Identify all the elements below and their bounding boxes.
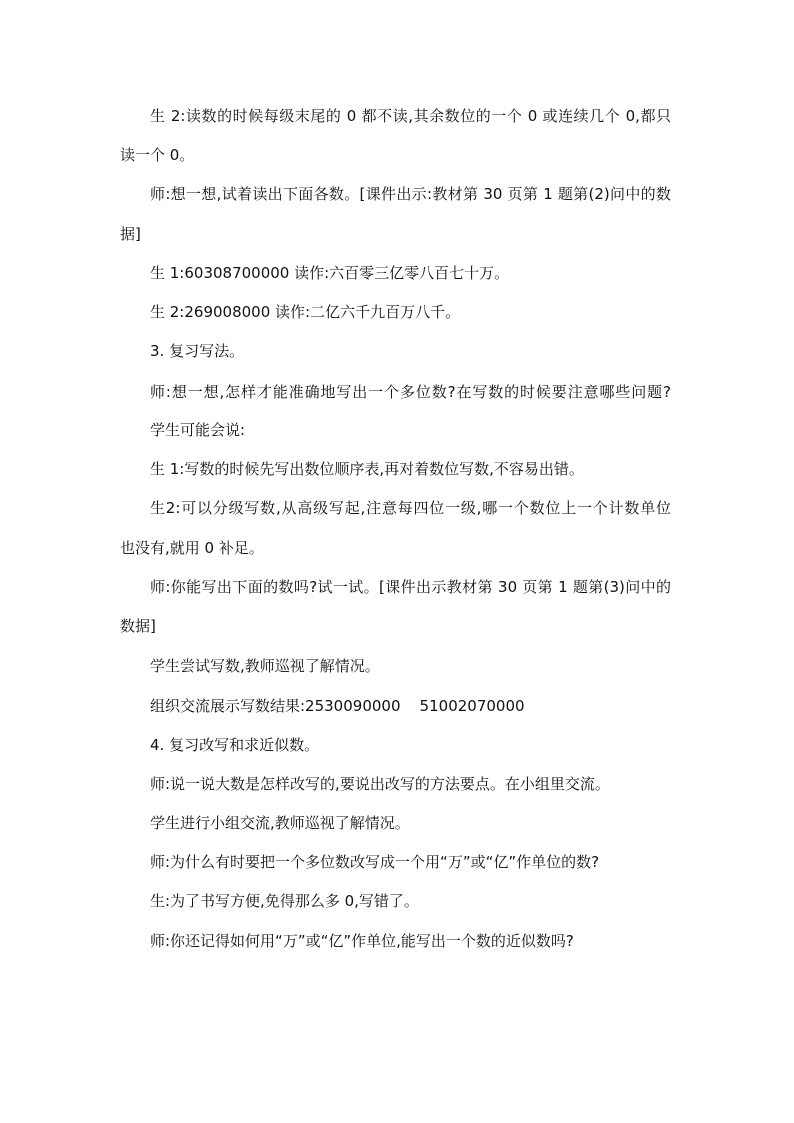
paragraph-line: 师:你还记得如何用“万”或“亿”作单位,能写出一个数的近似数吗? (150, 932, 574, 950)
paragraph-line: 师:想一想,试着读出下面各数。[课件出示:教材第 30 页第 1 题第(2)问中的数 (150, 185, 671, 203)
paragraph-line: 生2:可以分级写数,从高级写起,注意每四位一级,哪一个数位上一个计数单位 (150, 499, 671, 517)
paragraph-line: 组织交流展示写数结果:2530090000 51002070000 (150, 697, 525, 715)
paragraph-line: 生:为了书写方便,免得那么多 0,写错了。 (150, 892, 419, 910)
paragraph-line: 据] (120, 225, 141, 243)
paragraph-line: 生 1:60308700000 读作:六百零三亿零八百七十万。 (150, 264, 510, 282)
paragraph-line: 也没有,就用 0 补足。 (120, 539, 264, 557)
paragraph-line: 师:为什么有时要把一个多位数改写成一个用“万”或“亿”作单位的数? (150, 853, 600, 871)
paragraph-line: 师:说一说大数是怎样改写的,要说出改写的方法要点。在小组里交流。 (150, 775, 610, 793)
paragraph-line: 生 1:写数的时候先写出数位顺序表,再对着数位写数,不容易出错。 (150, 460, 584, 478)
paragraph-line: 生 2:读数的时候每级末尾的 0 都不读,其余数位的一个 0 或连续几个 0,都只 (150, 107, 671, 125)
paragraph-line: 生 2:269008000 读作:二亿六千九百万八千。 (150, 303, 461, 321)
paragraph-line: 学生进行小组交流,教师巡视了解情况。 (150, 814, 410, 832)
paragraph-line: 数据] (120, 617, 156, 635)
paragraph-line: 学生尝试写数,教师巡视了解情况。 (150, 657, 380, 675)
paragraph-line: 读一个 0。 (120, 146, 195, 164)
section-heading: 3. 复习写法。 (150, 342, 245, 360)
paragraph-line: 学生可能会说: (150, 421, 246, 439)
paragraph-line: 师:你能写出下面的数吗?试一试。[课件出示教材第 30 页第 1 题第(3)问中的 (150, 578, 671, 596)
section-heading: 4. 复习改写和求近似数。 (150, 736, 320, 754)
paragraph-line: 师:想一想,怎样才能准确地写出一个多位数?在写数的时候要注意哪些问题? (150, 383, 671, 401)
